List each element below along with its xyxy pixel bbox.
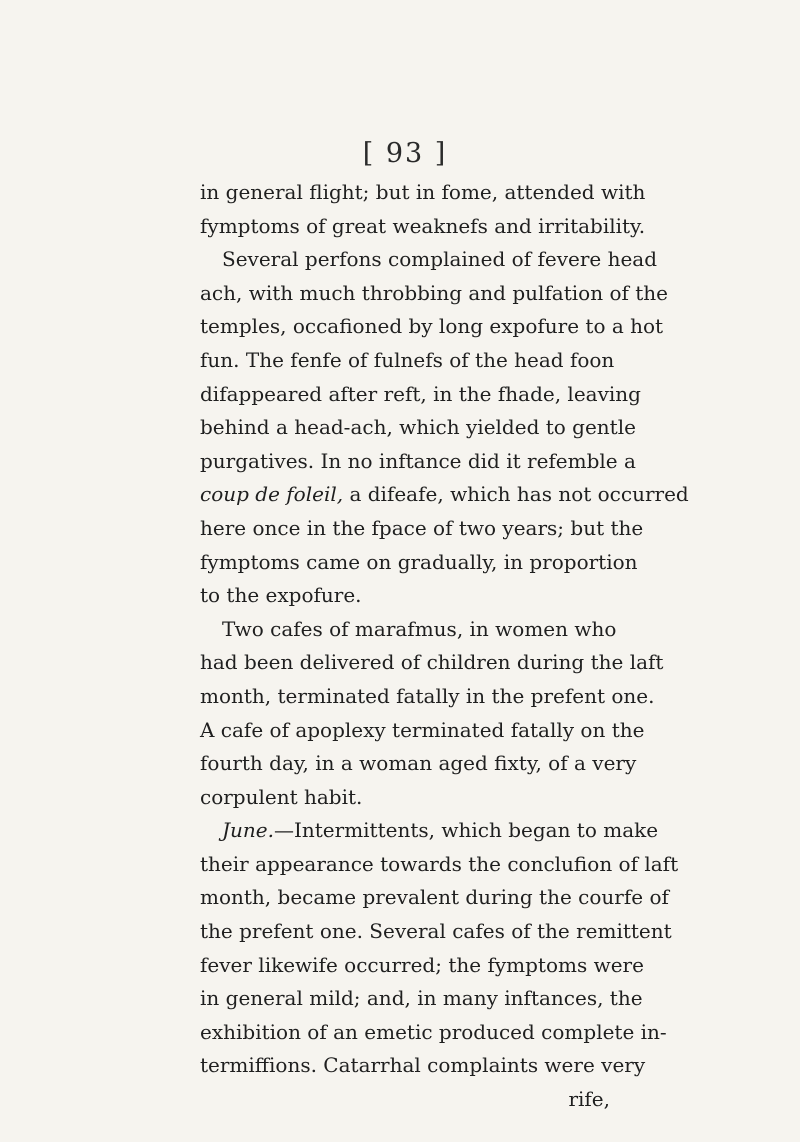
text-line: to the expofure. <box>200 583 362 608</box>
text-line: their appearance towards the conclufion of laft <box>200 851 679 876</box>
text-line: ach, with much throbbing and pulfation of the <box>200 280 668 305</box>
text-line: in general flight; but in fome, attended with <box>200 180 646 204</box>
month-heading: June. <box>222 818 274 843</box>
text-line: corpulent habit. <box>200 784 363 809</box>
text-line: fourth day, in a woman aged fixty, of a very <box>200 751 637 776</box>
text-line: A cafe of apoplexy terminated fatally on the <box>200 717 645 742</box>
text-line <box>200 478 689 512</box>
text-line: month, became prevalent during the courfe of <box>200 885 669 910</box>
text-line: temples, occafioned by long expofure to a hot <box>200 314 664 339</box>
text-line: had been delivered of children during the laft <box>200 650 664 675</box>
text-line: month, terminated fatally in the prefent one. <box>200 683 655 708</box>
text-line: the prefent one. Several cafes of the remittent <box>200 919 672 944</box>
text-line: fymptoms came on gradually, in proportion <box>200 549 638 574</box>
text-line: fever likewife occurred; the fymptoms were <box>200 952 644 977</box>
paragraph-start: Two cafes of marafmus, in women who <box>222 616 617 641</box>
text-line: in general mild; and, in many inftances, the <box>200 986 643 1011</box>
text-line: here once in the fpace of two years; but the <box>200 515 644 540</box>
text-fragment: a difeafe, which has not occurred <box>343 482 689 507</box>
text-line: behind a head-ach, which yielded to gentle <box>200 415 636 440</box>
text-fragment: —Intermittents, which began to make <box>273 818 659 843</box>
text-line: fun. The fenfe of fulnefs of the head foon <box>200 347 615 372</box>
text-line: termiffions. Catarrhal complaints were very <box>200 1053 646 1078</box>
paragraph-start: Several perfons complained of fevere head <box>222 247 658 272</box>
text-line: purgatives. In no inftance did it refemble a <box>200 448 636 473</box>
catchword: rife, <box>568 1087 610 1112</box>
italic-phrase: coup de foleil, <box>200 482 344 507</box>
text-line: exhibition of an emetic produced complete in- <box>200 1019 667 1044</box>
text-line: difappeared after reft, in the fhade, leaving <box>200 381 641 406</box>
paragraph-start <box>200 814 659 848</box>
page-number: [ 93 ] <box>362 138 448 169</box>
body-text <box>200 176 689 1117</box>
text-line: fymptoms of great weaknefs and irritability. <box>200 213 646 238</box>
